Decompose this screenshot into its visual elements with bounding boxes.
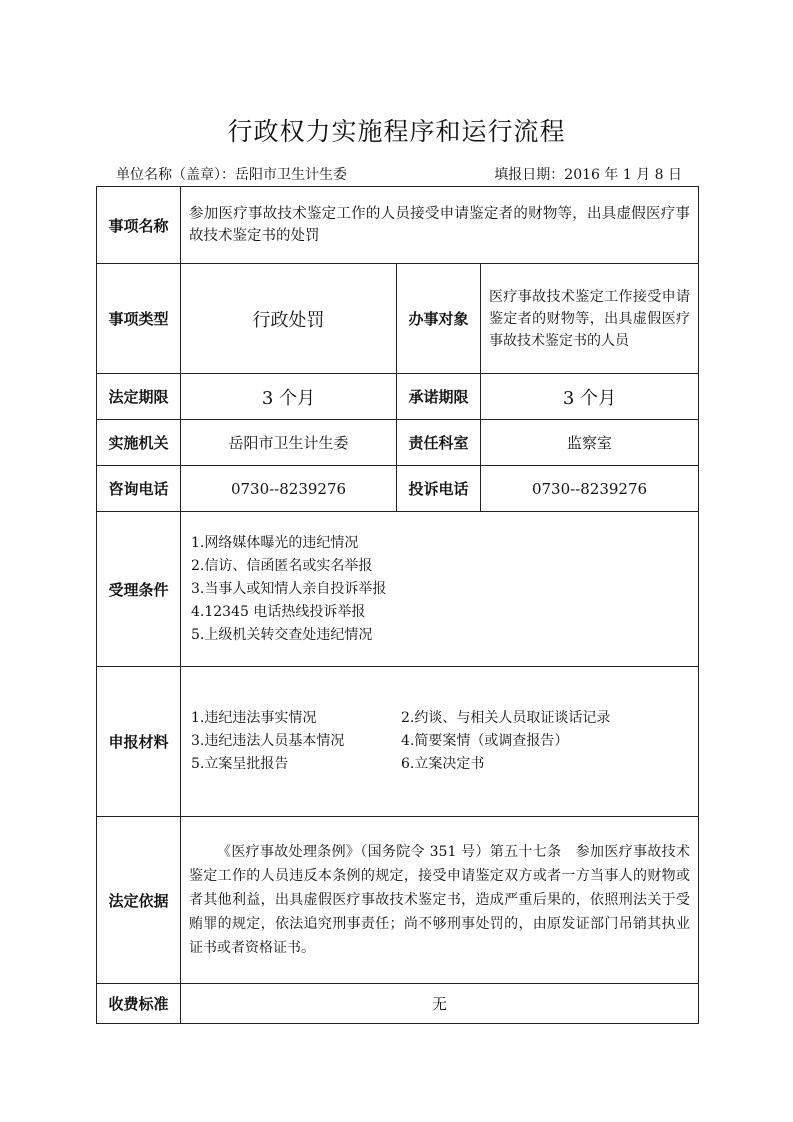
label-department: 责任科室 <box>397 420 481 466</box>
value-item-name <box>181 187 699 264</box>
list-item: 1.网络媒体曝光的违纪情况 <box>191 534 359 551</box>
process-table <box>96 186 699 1024</box>
label-conditions: 受理条件 <box>97 512 181 667</box>
item-name-text: 参加医疗事故技术鉴定工作的人员接受申请鉴定者的财物等，出具虚假医疗事故技术鉴定书的处罚 <box>189 206 690 244</box>
list-item: 4.12345 电话热线投诉举报 <box>191 603 366 620</box>
table-row <box>97 374 699 420</box>
value-legal-limit: 3 个月 <box>181 374 397 420</box>
table-row <box>97 817 699 984</box>
list-item: 3.违纪违法人员基本情况 <box>191 733 345 749</box>
table-row <box>97 187 699 264</box>
table-row <box>97 420 699 466</box>
materials-list <box>181 708 698 775</box>
target-text: 医疗事故技术鉴定工作接受申请鉴定者的财物等，出具虚假医疗事故技术鉴定书的人员 <box>489 288 690 349</box>
value-basis <box>181 817 699 984</box>
label-promise-limit: 承诺期限 <box>397 374 481 420</box>
conditions-list <box>181 532 698 647</box>
label-item-type: 事项类型 <box>97 264 181 374</box>
form-meta <box>96 160 696 186</box>
value-fee: 无 <box>181 984 699 1024</box>
table-row <box>97 466 699 512</box>
label-item-name: 事项名称 <box>97 187 181 264</box>
value-consult-phone: 0730--8239276 <box>181 466 397 512</box>
list-item: 6.立案决定书 <box>401 756 485 772</box>
table-row <box>97 984 699 1024</box>
label-basis: 法定依据 <box>97 817 181 984</box>
label-consult-phone: 咨询电话 <box>97 466 181 512</box>
value-complaint-phone: 0730--8239276 <box>481 466 699 512</box>
label-agency: 实施机关 <box>97 420 181 466</box>
value-materials <box>181 667 699 817</box>
value-agency: 岳阳市卫生计生委 <box>181 420 397 466</box>
value-department: 监察室 <box>481 420 699 466</box>
list-item: 2.约谈、与相关人员取证谈话记录 <box>401 710 611 726</box>
list-item: 3.当事人或知情人亲自投诉举报 <box>191 580 387 597</box>
label-materials: 申报材料 <box>97 667 181 817</box>
list-item: 5.立案呈批报告 <box>191 756 289 772</box>
value-conditions <box>181 512 699 667</box>
table-row <box>97 512 699 667</box>
page-title: 行政权力实施程序和运行流程 <box>227 117 566 146</box>
list-item: 1.违纪违法事实情况 <box>191 710 317 726</box>
list-item: 5.上级机关转交查处违纪情况 <box>191 626 373 643</box>
value-target <box>481 264 699 374</box>
label-fee: 收费标准 <box>97 984 181 1024</box>
table-row <box>97 264 699 374</box>
value-promise-limit: 3 个月 <box>481 374 699 420</box>
unit-name: 单位名称（盖章）：岳阳市卫生计生委 <box>116 167 347 183</box>
list-item: 4.简要案情（或调查报告） <box>401 733 569 749</box>
table-row <box>97 667 699 817</box>
value-item-type: 行政处罚 <box>181 264 397 374</box>
label-complaint-phone: 投诉电话 <box>397 466 481 512</box>
basis-text: 《医疗事故处理条例》（国务院令 351 号）第五十七条 参加医疗事故技术鉴定工作的人员违反本条例的规定，接受申请鉴定双方或者一方当事人的财物或者其他利益，出具虚假医疗事故技术鉴定书，造成严重后果的，依照刑法关于受贿罪的规定，依法追究刑事责任；尚不够刑事处罚的，由原发证部门吊销其执业证书或者资格证书。 <box>189 844 690 956</box>
label-target: 办事对象 <box>397 264 481 374</box>
label-legal-limit: 法定期限 <box>97 374 181 420</box>
list-item: 2.信访、信函匿名或实名举报 <box>191 557 373 574</box>
fill-date: 填报日期：2016 年 1 月 8 日 <box>494 167 682 183</box>
